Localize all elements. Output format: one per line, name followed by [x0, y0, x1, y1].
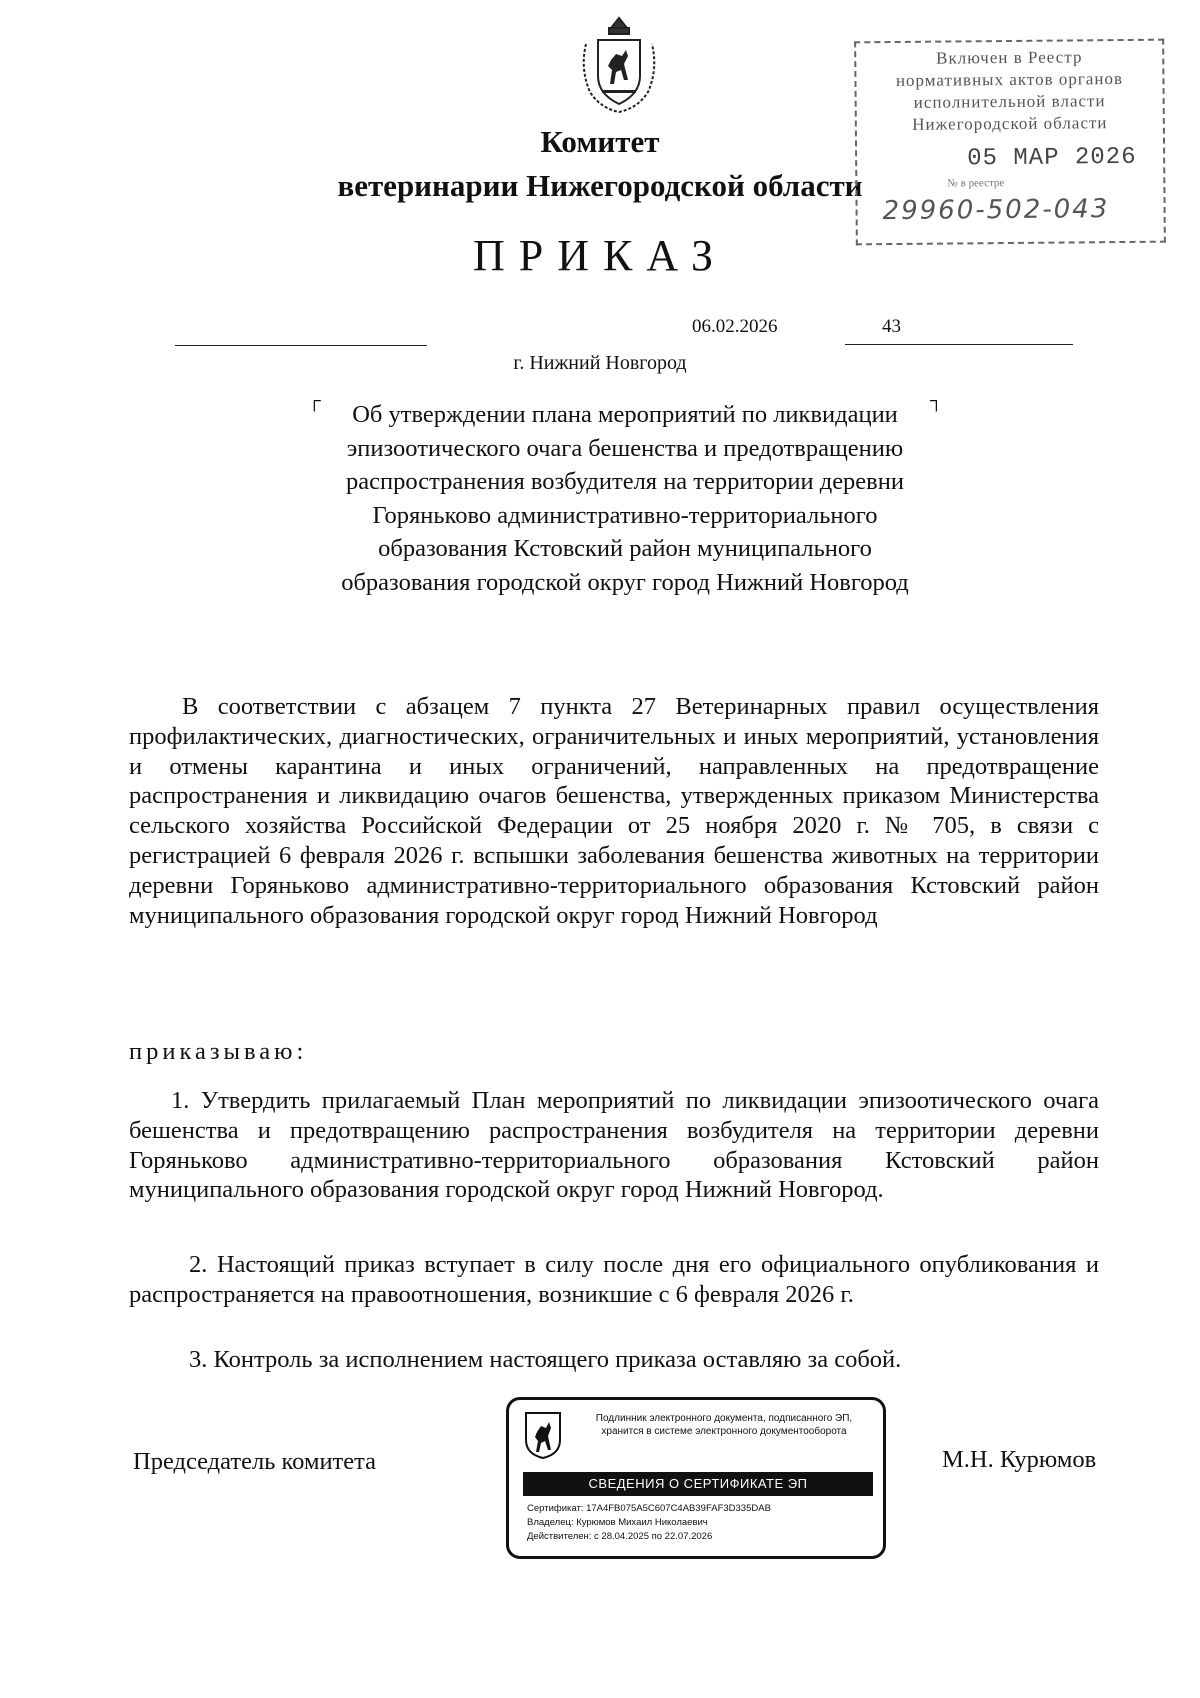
document-number: 43	[882, 316, 901, 337]
order-item-2: 2. Настоящий приказ вступает в силу после дня его официального опубликования и распространяется на правоотношения, возникшие с 6 февраля 2026 г.	[129, 1251, 1099, 1308]
order-item-3: 3. Контроль за исполнением настоящего приказа оставляю за собой.	[189, 1346, 902, 1373]
esign-note-line: Подлинник электронного документа, подписанного ЭП,	[595, 1413, 853, 1424]
esign-certificate: Сертификат: 17A4FB075A5C607C4AB39FAF3D335DAB	[527, 1503, 771, 1514]
preamble-paragraph: В соответствии с абзацем 7 пункта 27 Ветеринарных правил осуществления профилактических, диагностических, ограничительных и иных мероприятий, установления и отмены карантина и иных ограничений, направленных на предотвращение распространения и ликвидацию очагов бешенства, утвержденных приказом Министерства сельского хозяйства Российской Федерации от 25 ноября 2020 г. № 705, в связи с регистрацией 6 февраля 2026 г. вспышки заболевания бешенства животных на территории деревни Горяньково административно-территориального образования Кстовский район муниципального образования городской округ город Нижний Новгород	[129, 693, 1099, 929]
organization-name: Комитет	[540, 124, 660, 159]
number-underline	[845, 344, 1073, 345]
stamp-registry-number: 29960-502-043	[882, 194, 1110, 227]
subject-corner-right: ┐	[930, 390, 943, 410]
emblem-icon	[523, 1410, 563, 1460]
organization-name-line2: ветеринарии Нижегородской области	[337, 168, 863, 203]
order-item-1: 1. Утвердить прилагаемый План мероприятий по ликвидации эпизоотического очага бешенства и предотвращению распространения возбудителя на территории деревни Горяньково административно-территориального образования Кстовский район муниципального образования городской округ город Нижний Новгород.	[129, 1087, 1099, 1204]
registry-stamp	[854, 39, 1166, 246]
stamp-line: Включен в Реестр	[936, 47, 1083, 68]
esign-note-line: хранится в системе электронного документооборота	[601, 1426, 847, 1437]
stamp-line: исполнительной власти	[913, 91, 1106, 112]
coat-of-arms-emblem	[578, 14, 660, 114]
stamp-line: Нижегородской области	[912, 113, 1108, 134]
date-underline	[175, 345, 427, 346]
signatory-name: М.Н. Курюмов	[942, 1446, 1097, 1473]
document-subject: Об утверждении плана мероприятий по ликвидации эпизоотического очага бешенства и предотвращению распространения возбудителя на территории деревни Горяньково административно-территориального образования Кстовский район муниципального образования городской округ город Нижний Новгород	[341, 401, 909, 596]
document-type-title: ПРИКАЗ	[472, 231, 728, 280]
electronic-signature-box	[506, 1397, 886, 1559]
order-word: приказываю:	[129, 1038, 308, 1065]
esign-header: СВЕДЕНИЯ О СЕРТИФИКАТЕ ЭП	[523, 1472, 873, 1496]
signatory-role: Председатель комитета	[133, 1448, 377, 1475]
document-date: 06.02.2026	[692, 316, 778, 337]
stamp-date: 05 МАР 2026	[967, 143, 1137, 173]
document-city: г. Нижний Новгород	[513, 352, 687, 374]
esign-validity: Действителен: с 28.04.2025 по 22.07.2026	[527, 1531, 713, 1542]
stamp-line: нормативных актов органов	[895, 69, 1124, 90]
stamp-registry-label: № в реестре	[947, 177, 1005, 190]
subject-corner-left: ┌	[308, 390, 321, 410]
esign-owner: Владелец: Курюмов Михаил Николаевич	[527, 1517, 708, 1528]
esign-note	[569, 1412, 879, 1438]
